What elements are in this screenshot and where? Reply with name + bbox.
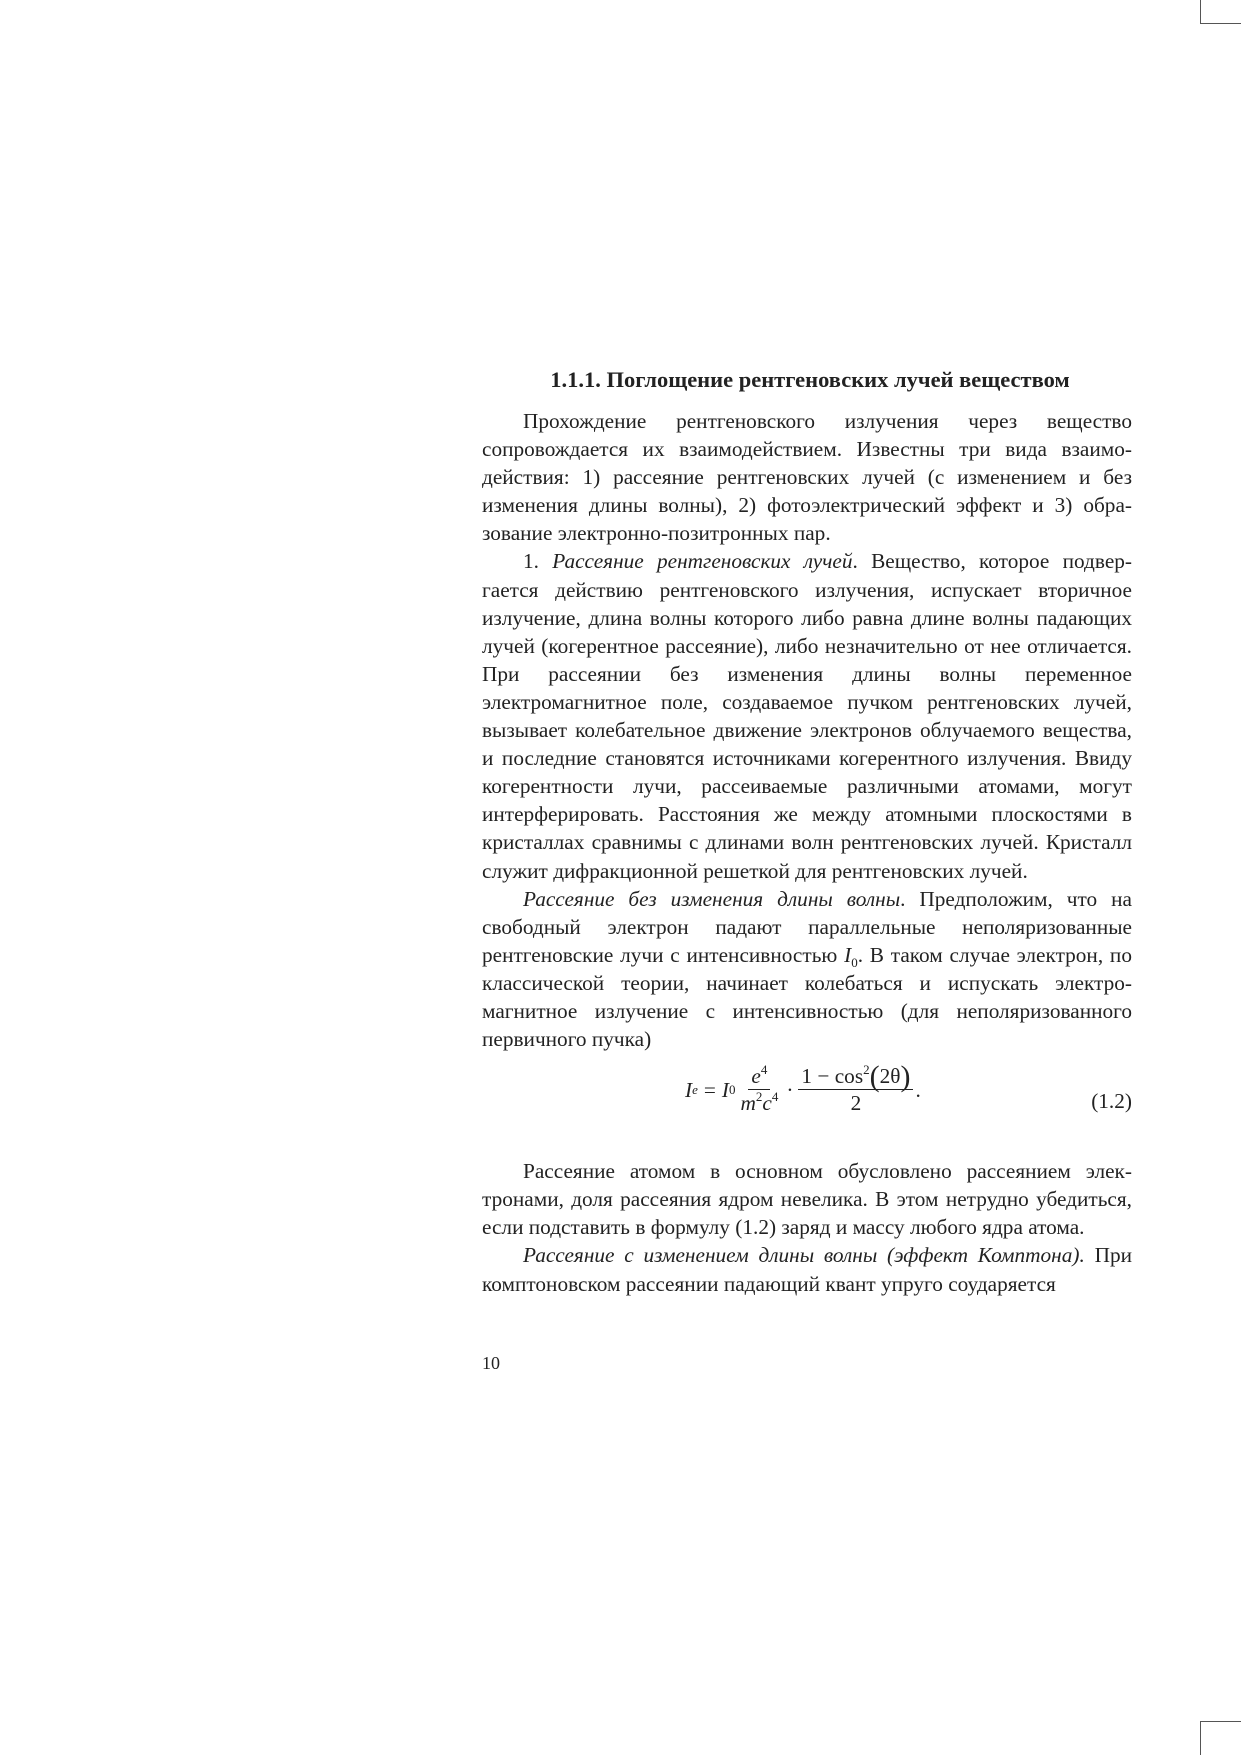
- fraction-1-numerator: [748, 1063, 770, 1090]
- right-paren: ): [900, 1060, 911, 1094]
- cos-exp: 2: [863, 1062, 870, 1078]
- paragraph-atom-scattering: Рассеяние атомом в основном обусловлено рассеянием электронами, доля рассеяния ядром невелика. В этом нетрудно убедиться, если подставить в формулу (1.2) заряд и массу любого ядра атома.: [482, 1159, 1132, 1240]
- crop-mark-bottom-horizontal: [1200, 1721, 1241, 1722]
- paragraph-compton: [482, 1241, 1132, 1297]
- list-number: 1.: [523, 549, 553, 574]
- intensity-var: I: [844, 942, 852, 967]
- fraction-2-numerator: [798, 1060, 913, 1094]
- mass-var: m: [740, 1091, 756, 1116]
- fraction-2-denominator: 2: [850, 1091, 862, 1116]
- equation-number: (1.2): [1091, 1089, 1132, 1114]
- charge-exp: 4: [760, 1062, 768, 1078]
- formula-1-2: [482, 1059, 1132, 1147]
- light-speed-exp: 4: [771, 1089, 779, 1105]
- cos-text: 1 − cos: [801, 1064, 864, 1089]
- page-number: 10: [482, 1353, 500, 1373]
- coherent-heading: Рассеяние без изменения длины волны: [523, 886, 901, 911]
- light-speed-var: c: [762, 1091, 772, 1116]
- page-body: [482, 365, 1132, 1298]
- formula-dot: ·: [786, 1077, 794, 1102]
- formula-fraction-1: [737, 1063, 781, 1116]
- mass-exp: 2: [755, 1089, 763, 1105]
- left-paren: (: [869, 1060, 880, 1094]
- section-title: 1.1.1. Поглощение рентгеновских лучей веществом: [550, 367, 1070, 392]
- charge-var: e: [751, 1064, 761, 1089]
- angle-arg: 2θ: [879, 1064, 901, 1089]
- formula-fraction-2: [798, 1060, 913, 1116]
- paragraph-intro: Прохождение рентгеновского излучения через вещество сопровождается их взаимодействием. Известны три вида взаимодействия: 1) рассеяние рентгеновских лучей (с изменением и без изменения длины волны), 2) фотоэлектрический эффект и 3) образование электронно-позитронных пар.: [482, 409, 1132, 546]
- formula-ie-var: I: [685, 1077, 693, 1102]
- crop-mark-bottom-vertical: [1200, 1721, 1201, 1755]
- paragraph-coherent-scattering: [482, 885, 1132, 1054]
- crop-mark-top-vertical: [1200, 0, 1201, 24]
- coherent-text-2: . В таком случае электрон, по классической теории, начинает колебаться и испускать электромагнитное излучение с интенсивностью (для неполяризованного первичного пучка): [482, 942, 1132, 1052]
- formula-period: .: [915, 1077, 921, 1102]
- paragraph-scattering: [482, 547, 1132, 884]
- formula-i0-var: I: [721, 1077, 729, 1102]
- formula-expression: I e = I 0 $\frac{e^4}{m^2c^4}$ · $\frac{1 - \cos^2(2\theta)}{2}$ .: [685, 1060, 921, 1116]
- formula-equals: =: [703, 1077, 716, 1102]
- crop-mark-top-horizontal: [1200, 23, 1241, 24]
- scattering-text: . Вещество, которое подвергается действию рентгеновского излучения, испускает вторичное излучение, длина волны которого либо равна длине волны падающих лучей (когерентное рассеяние), либо незначительно от нее отличается. При рассеянии без изменения длины волны переменное электромагнитное поле, создаваемое пучком рентгеновских лучей, вызывает колебательное движение электронов облучаемого вещества, и последние становятся источниками когерентного излучения. Ввиду когерентности лучи, рассеиваемые различными атомами, могут интерферировать. Расстояния же между атомными плоскостями в кристаллах сравнимы с длинами волн рентгеновских лучей. Кристалл служит дифракционной решеткой для рентгеновских лучей.: [482, 549, 1133, 883]
- scattering-heading: Рассеяние рентгеновских лучей: [552, 549, 853, 574]
- coherent-text-1: . Предположим, что на свободный электрон падают параллельные неполяризованные рентгеновские лучи с интенсивностью: [482, 886, 1132, 967]
- compton-text: При комптоновском рассеянии падающий квант упруго соударяется: [482, 1243, 1132, 1296]
- intensity-sub: 0: [851, 954, 858, 970]
- compton-heading: Рассеяние с изменением длины волны (эффект Комптона).: [523, 1243, 1085, 1268]
- fraction-1-denominator: [737, 1090, 781, 1116]
